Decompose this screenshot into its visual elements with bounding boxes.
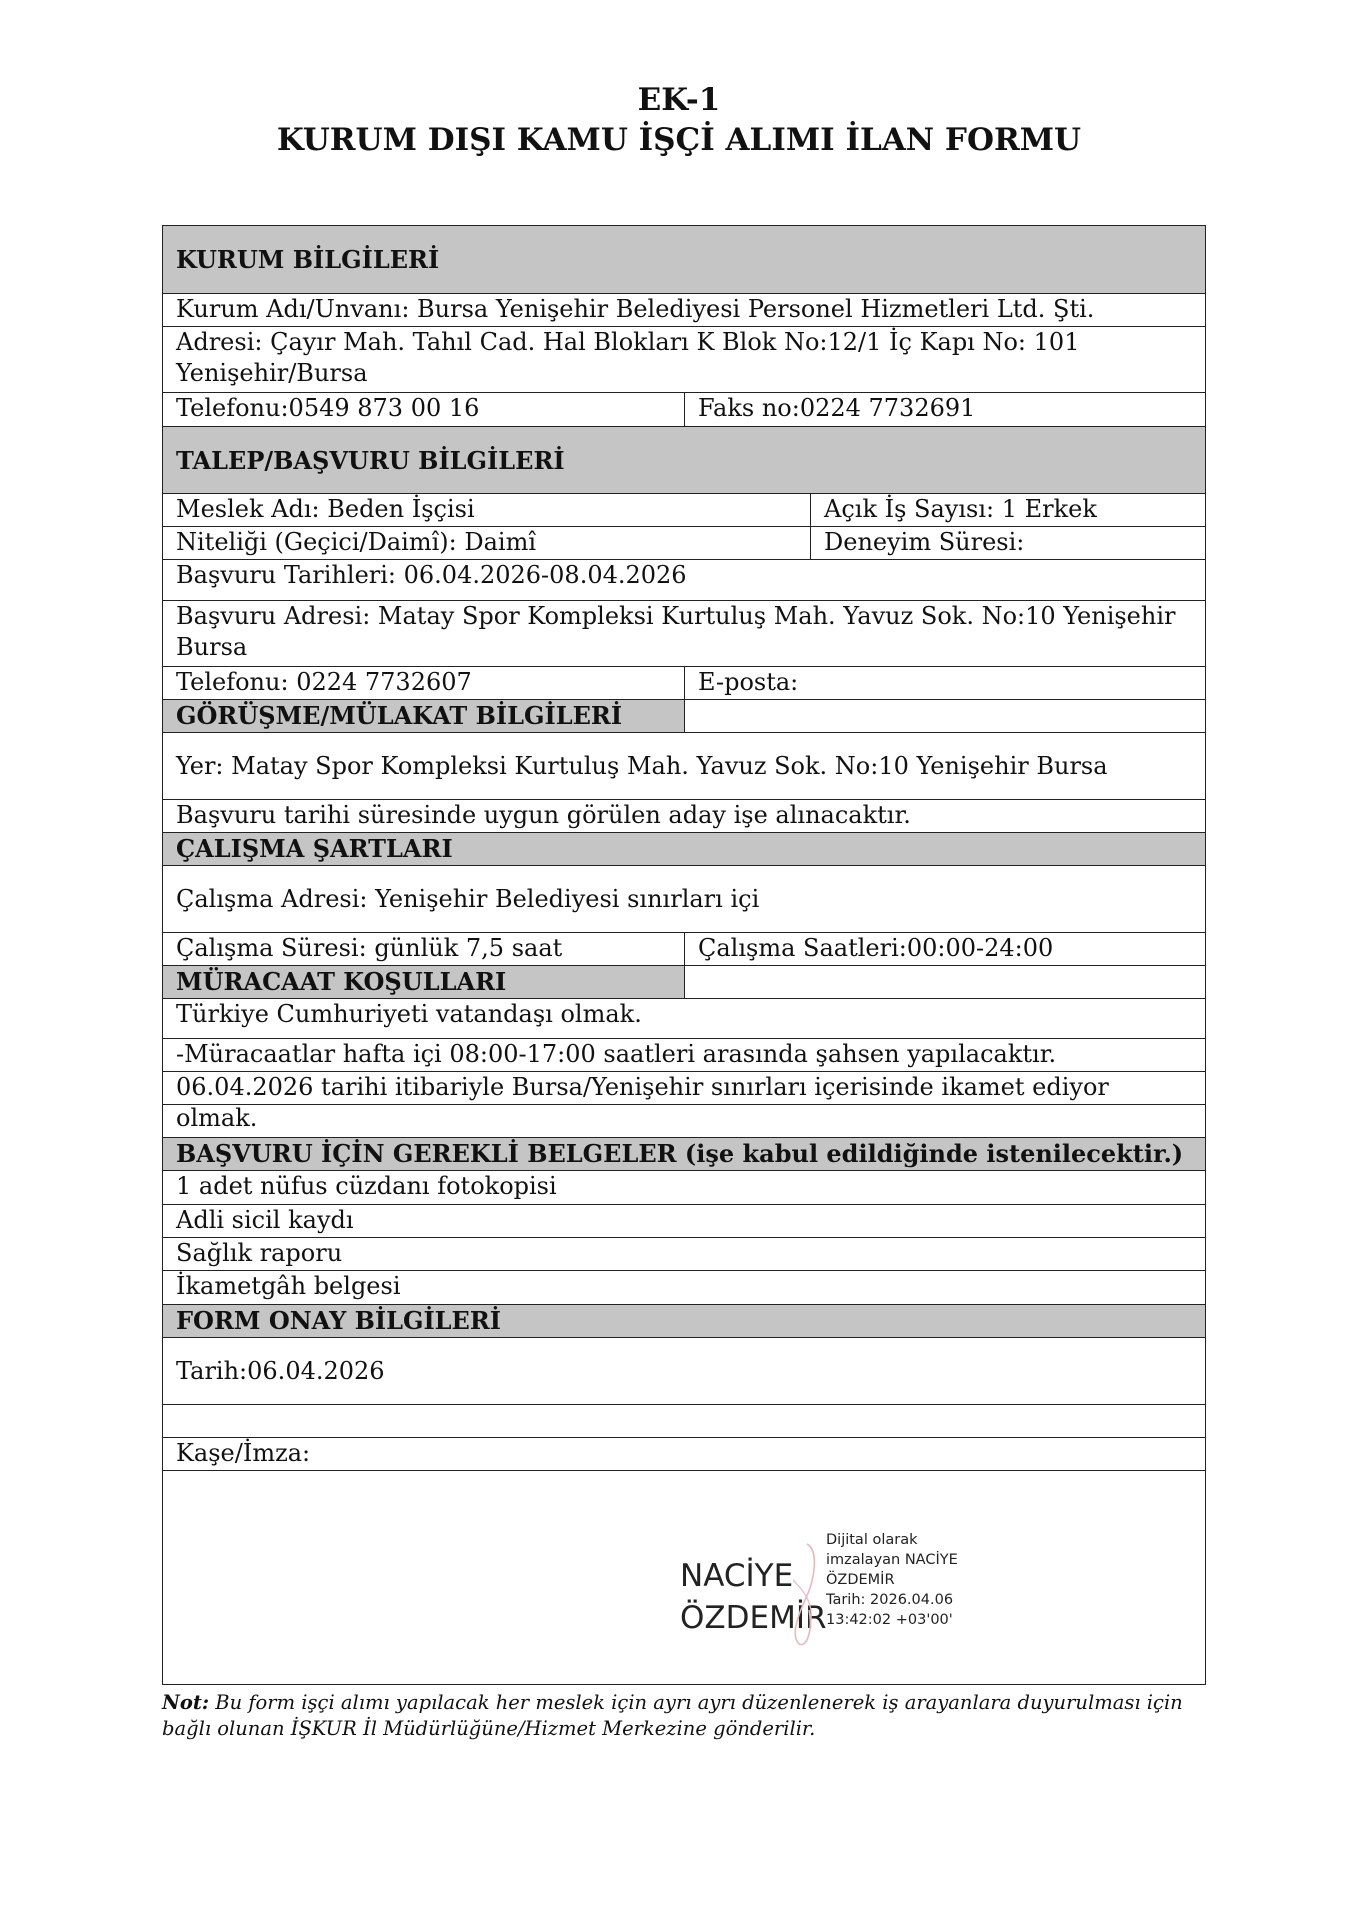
job-type: Niteliği (Geçici/Daimî): Daimî [176, 528, 536, 556]
footnote-label: Not: [162, 1691, 210, 1714]
talep-dates-row [163, 559, 1205, 600]
kurum-address-line1: Adresi: Çayır Mah. Tahıl Cad. Hal Blokları K Blok No:12/1 İç Kapı No: 101 [176, 328, 1080, 356]
signature-scribble-icon [785, 1540, 825, 1650]
kurum-name: Kurum Adı/Unvanı: Bursa Yenişehir Belediyesi Personel Hizmetleri Ltd. Şti. [176, 295, 1095, 323]
condition-item: 06.04.2026 tarihi itibariyle Bursa/Yenişehir sınırları içerisinde ikamet ediyor olmak. [176, 1073, 1109, 1132]
empty-cell [684, 700, 1205, 732]
footnote [162, 1690, 1206, 1742]
kurum-name-row [163, 293, 1205, 326]
kurum-address [163, 327, 1205, 392]
kurum-phone: Telefonu:0549 873 00 16 [176, 394, 480, 422]
footnote-text: Bu form işçi alımı yapılacak her meslek için ayrı ayrı düzenlenerek iş arayanlara duyurulması için bağlı olunan İŞKUR İl Müdürlüğüne/Hizmet Merkezine gönderilir. [162, 1691, 1183, 1740]
condition-item: Türkiye Cumhuriyeti vatandaşı olmak. [176, 1000, 642, 1028]
section-kurum-header [163, 226, 1205, 293]
talep-meslek-row [163, 493, 1205, 526]
section-belgeler-header [163, 1137, 1205, 1170]
section-title: ÇALIŞMA ŞARTLARI [176, 834, 453, 863]
document-item: Adli sicil kaydı [176, 1206, 354, 1234]
application-email: E-posta: [684, 667, 1205, 699]
application-address [163, 601, 1205, 666]
section-title: FORM ONAY BİLGİLERİ [176, 1306, 502, 1335]
work-hours: Çalışma Saatleri:00:00-24:00 [684, 933, 1205, 965]
signature-info-line: imzalayan NACİYE [826, 1552, 958, 1568]
section-onay-header [163, 1304, 1205, 1337]
gorusme-place-row [163, 732, 1205, 799]
page-title: KURUM DIŞI KAMU İŞÇİ ALIMI İLAN FORMU [276, 122, 1082, 158]
section-title: KURUM BİLGİLERİ [176, 245, 440, 274]
onay-stamp-row [163, 1437, 1205, 1470]
application-address-line1: Başvuru Adresi: Matay Spor Kompleksi Kurtuluş Mah. Yavuz Sok. No:10 Yenişehir [176, 602, 1176, 630]
section-muracaat-header [163, 965, 1205, 998]
approval-date: Tarih:06.04.2026 [176, 1356, 385, 1385]
document-row [163, 1270, 1205, 1304]
condition-row [163, 1038, 1205, 1071]
application-address-line2: Bursa [176, 633, 248, 661]
gorusme-note-row [163, 799, 1205, 832]
kurum-address-line2: Yenişehir/Bursa [176, 359, 368, 387]
section-calisma-header [163, 832, 1205, 865]
signature-info-line: ÖZDEMİR [826, 1572, 895, 1588]
application-phone: Telefonu: 0224 7732607 [176, 668, 472, 696]
document-row [163, 1237, 1205, 1270]
signature-info-line: Tarih: 2026.04.06 [826, 1592, 954, 1608]
document-row [163, 1170, 1205, 1204]
section-title: GÖRÜŞME/MÜLAKAT BİLGİLERİ [163, 700, 684, 732]
document-item: Sağlık raporu [176, 1239, 343, 1267]
section-gorusme-header [163, 699, 1205, 732]
talep-nitelik-row [163, 526, 1205, 559]
document-item: İkametgâh belgesi [176, 1272, 401, 1300]
empty-row [163, 1404, 1205, 1437]
application-dates: Başvuru Tarihleri: 06.04.2026-08.04.2026 [176, 561, 687, 589]
kurum-fax: Faks no:0224 7732691 [684, 393, 1205, 426]
kurum-contact-row [163, 392, 1205, 426]
empty-cell [684, 966, 1205, 998]
empty-row [163, 1104, 1205, 1137]
document-row [163, 1204, 1205, 1237]
talep-address-row [163, 600, 1205, 666]
open-positions: Açık İş Sayısı: 1 Erkek [810, 494, 1205, 526]
section-title: TALEP/BAŞVURU BİLGİLERİ [176, 445, 565, 475]
signer-name-line1: NACİYE [680, 1558, 794, 1594]
digital-signature [680, 1530, 980, 1640]
section-title: BAŞVURU İÇİN GEREKLİ BELGELER (işe kabul edildiğinde istenilecektir.) [176, 1139, 1184, 1168]
calisma-address-row [163, 865, 1205, 932]
talep-contact-row [163, 666, 1205, 699]
condition-item: -Müracaatlar hafta içi 08:00-17:00 saatleri arasında şahsen yapılacaktır. [176, 1040, 1057, 1068]
stamp-signature-label: Kaşe/İmza: [176, 1439, 311, 1467]
experience: Deneyim Süresi: [810, 527, 1205, 559]
signer-name-line2: ÖZDEMİR [680, 1600, 827, 1636]
kurum-address-row [163, 326, 1205, 392]
section-talep-header [163, 426, 1205, 493]
interview-note: Başvuru tarihi süresinde uygun görülen aday işe alınacaktır. [176, 801, 911, 829]
signature-info-line: 13:42:02 +03'00' [826, 1612, 953, 1628]
signature-info [826, 1530, 958, 1630]
section-title: MÜRACAAT KOŞULLARI [163, 966, 684, 998]
condition-row [163, 998, 1205, 1038]
work-duration: Çalışma Süresi: günlük 7,5 saat [176, 934, 563, 962]
interview-place: Yer: Matay Spor Kompleksi Kurtuluş Mah. Yavuz Sok. No:10 Yenişehir Bursa [176, 751, 1108, 780]
calisma-hours-row [163, 932, 1205, 965]
announcement-form [162, 225, 1206, 1685]
signature-info-line: Dijital olarak [826, 1532, 918, 1548]
document-item: 1 adet nüfus cüzdanı fotokopisi [176, 1172, 557, 1200]
condition-row [163, 1071, 1205, 1132]
form-code: EK-1 [637, 82, 721, 118]
work-address: Çalışma Adresi: Yenişehir Belediyesi sınırları içi [176, 884, 760, 913]
onay-date-row [163, 1337, 1205, 1404]
meslek-name: Meslek Adı: Beden İşçisi [176, 495, 475, 523]
